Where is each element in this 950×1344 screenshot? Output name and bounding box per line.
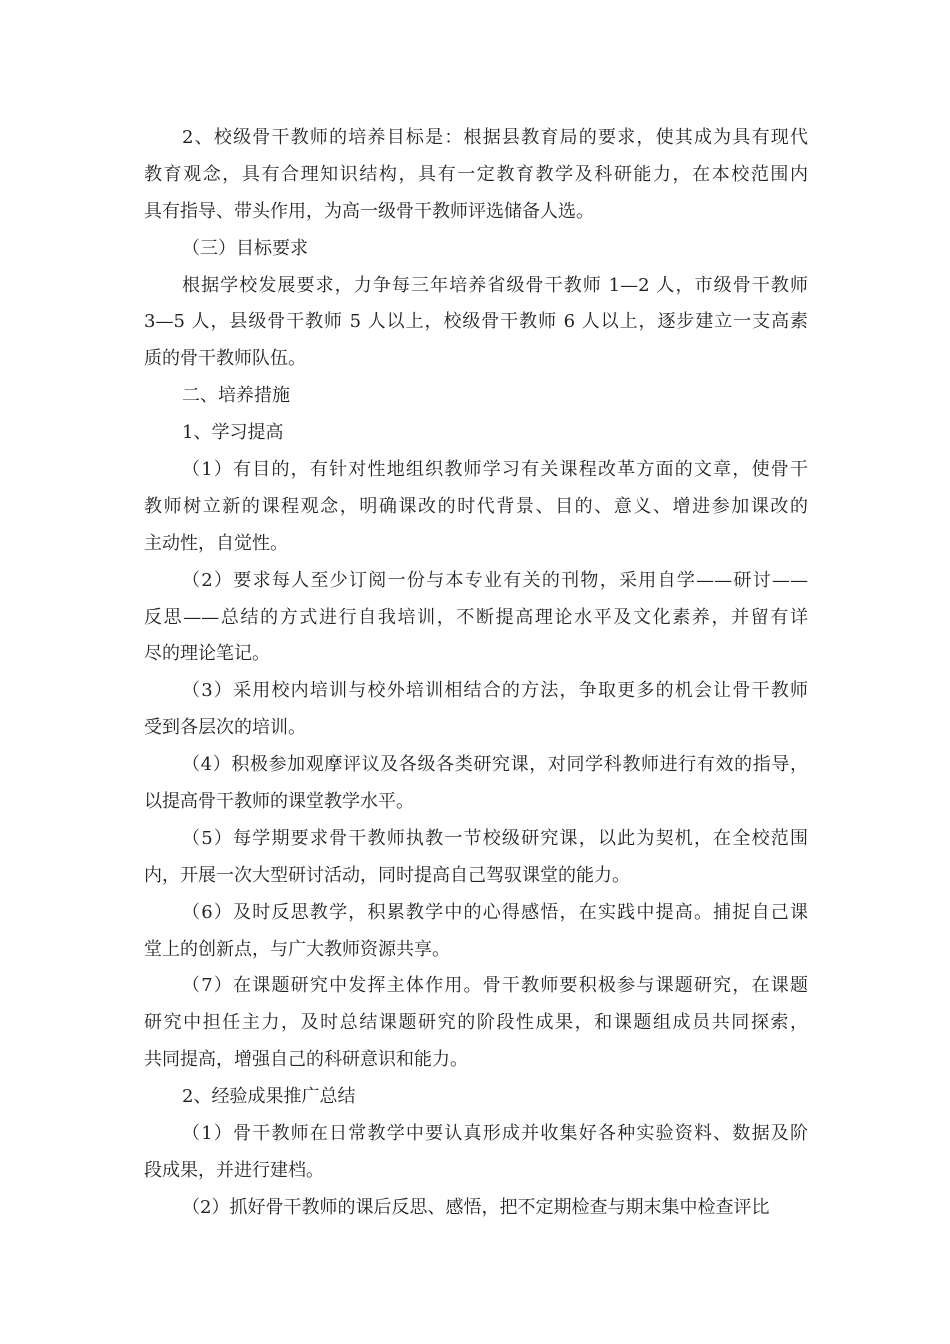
text-line: （5）每学期要求骨干教师执教一节校级研究课，以此为契机，在全校范围: [182, 827, 808, 849]
text-line: 具有指导、带头作用，为高一级骨干教师评选储备人选。: [144, 200, 594, 222]
paragraph-s6: [144, 895, 808, 969]
paragraph-t1: [144, 1116, 808, 1190]
text-line: 质的骨干教师队伍。: [144, 348, 306, 370]
paragraph-p1: [144, 120, 808, 231]
text-line: 2、校级骨干教师的培养目标是：根据县教育局的要求，使其成为具有现代: [182, 127, 808, 148]
paragraph-h-summary: [144, 1079, 808, 1116]
paragraph-s2: [144, 563, 808, 674]
text-line: （4）积极参加观摩评议及各级各类研究课，对同学科教师进行有效的指导，: [182, 754, 808, 776]
text-line: 内，开展一次大型研讨活动，同时提高自己驾驭课堂的能力。: [144, 864, 630, 886]
text-line: （6）及时反思教学，积累教学中的心得感悟，在实践中提高。捕捉自己课: [182, 901, 808, 923]
paragraph-s1: [144, 452, 808, 563]
text-line: （7）在课题研究中发挥主体作用。骨干教师要积极参与课题研究，在课题: [182, 975, 808, 997]
text-line: 受到各层次的培训。: [144, 717, 306, 739]
text-line: 教育观念，具有合理知识结构，具有一定教育教学及科研能力，在本校范围内: [144, 163, 808, 185]
text-line: 3—5 人，县级骨干教师 5 人以上，校级骨干教师 6 人以上，逐步建立一支高素: [144, 311, 808, 333]
text-line: 教师树立新的课程观念，明确课改的时代背景、目的、意义、增进参加课改的: [144, 495, 808, 517]
text-line: 2、经验成果推广总结: [182, 1086, 356, 1108]
text-line: （三）目标要求: [182, 237, 308, 259]
paragraph-s3: [144, 673, 808, 747]
paragraph-h-study: [144, 415, 808, 452]
paragraph-s7: [144, 968, 808, 1079]
text-line: 主动性，自觉性。: [144, 532, 288, 554]
text-line: （3）采用校内培训与校外培训相结合的方法，争取更多的机会让骨干教师: [182, 680, 808, 702]
text-line: 共同提高，增强自己的科研意识和能力。: [144, 1049, 468, 1071]
text-line: （2）要求每人至少订阅一份与本专业有关的刊物，采用自学——研讨——: [182, 569, 808, 591]
paragraph-s5: [144, 821, 808, 895]
text-line: 段成果，并进行建档。: [144, 1159, 324, 1181]
text-line: 根据学校发展要求，力争每三年培养省级骨干教师 1—2 人，市级骨干教师: [182, 274, 808, 296]
text-line: 1、学习提高: [182, 422, 284, 444]
text-line: 研究中担任主力，及时总结课题研究的阶段性成果，和课题组成员共同探索，: [144, 1012, 808, 1034]
text-line: （1）骨干教师在日常教学中要认真形成并收集好各种实验资料、数据及阶: [182, 1123, 808, 1145]
text-line: 反思——总结的方式进行自我培训，不断提高理论水平及文化素养，并留有详: [144, 606, 808, 628]
text-line: 堂上的创新点，与广大教师资源共享。: [144, 938, 450, 960]
text-line: （2）抓好骨干教师的课后反思、感悟，把不定期检查与期末集中检查评比: [182, 1196, 770, 1218]
text-line: 尽的理论笔记。: [144, 643, 270, 665]
paragraph-s4: [144, 747, 808, 821]
paragraph-p2: [144, 268, 808, 379]
paragraph-t2: [144, 1190, 808, 1227]
paragraph-h-measures: [144, 378, 808, 415]
text-line: 二、培养措施: [182, 385, 290, 407]
document-body: [144, 120, 808, 1227]
paragraph-h-goals: [144, 231, 808, 268]
text-line: （1）有目的，有针对性地组织教师学习有关课程改革方面的文章，使骨干: [182, 459, 808, 481]
text-line: 以提高骨干教师的课堂教学水平。: [144, 791, 414, 813]
